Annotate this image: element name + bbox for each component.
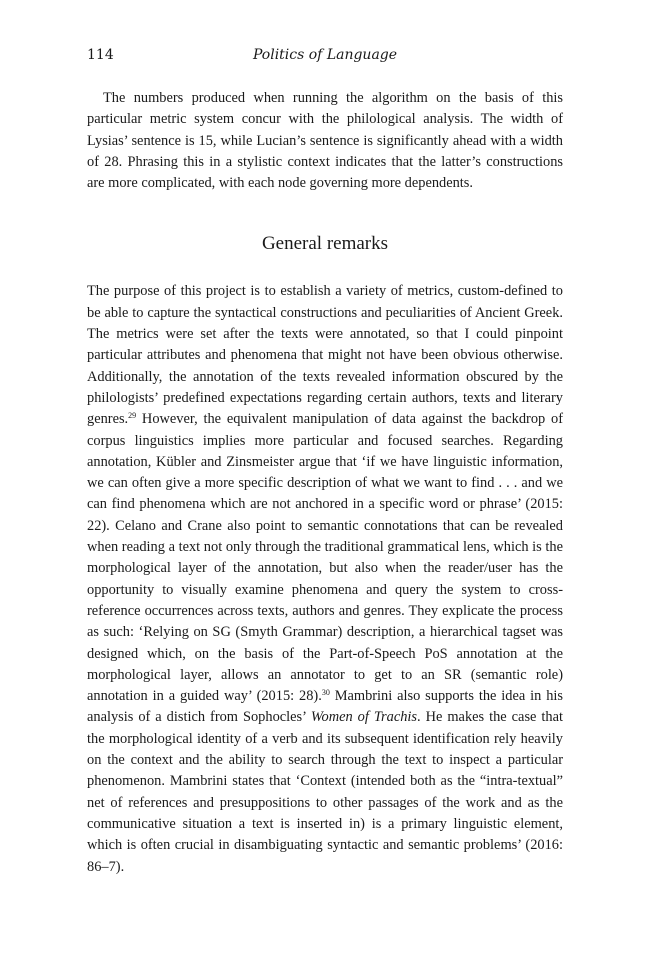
footnote-ref-29[interactable]: 29 <box>128 411 137 421</box>
footnote-ref-30[interactable]: 30 <box>321 688 330 698</box>
paragraph-text-4: . He makes the case that the morphological identity of a verb and its subsequent identification rely heavily on the context and the ability to search through the text to inspect a particular phenomenon. Mambrini states that ‘Context (intended both as the “intra-textual” net of references and presuppositions to other passages of the work and as the communicative situation a text is inserted in) is a primary linguistic element, which is often crucial in disambiguating syntactic and semantic problems’ (2016: 86–7). <box>87 709 563 875</box>
paragraph-text-3: Mambrini also supports the idea in his analysis of a distich from Sophocles’ <box>87 688 563 726</box>
section-heading: General remarks <box>261 233 389 255</box>
running-head <box>87 45 563 65</box>
running-title: Politics of Language <box>252 47 398 63</box>
paragraph-results: The numbers produced when running the algorithm on the basis of this particular metric system concur with the philological analysis. The width of Lysias’ sentence is 15, while Lucian’s sentence is significantly ahead with a width of 28. Phrasing this in a stylistic context indicates that the latter’s constructions are more complicated, with each node governing more dependents. <box>87 90 563 192</box>
body-text <box>87 88 563 878</box>
paragraph-text-1: The purpose of this project is to establish a variety of metrics, custom-defined to be able to capture the syntactical constructions and peculiarities of Ancient Greek. The metrics were set after the texts were annotated, so that I could pinpoint particular attributes and phenomena that might not have been obvious otherwise. Additionally, the annotation of the texts revealed information obscured by the philologists’ predefined expectations regarding certain authors, texts and literary genres. <box>87 283 563 428</box>
paragraph-text-2: However, the equivalent manipulation of data against the backdrop of corpus linguistics implies more particular and focused searches. Regarding annotation, Kübler and Zinsmeister argue that ‘if we have linguistic information, we can often give a more specific description of what we want to find . . . and we can find phenomena which are not anchored in a specific word or phrase’ (2015: 22). Celano and Crane also point to semantic connotations that can be revealed when reading a text not only through the traditional grammatical lens, which is the morphological layer of the annotation, but also when the reader/user has the opportunity to visually examine phenomena and query the system to cross-reference occurrences across texts, authors and genres. They explicate the process as such: ‘Relying on SG (Smyth Grammar) description, a hierarchical tagset was designed which, on the basis of the Part-of-Speech PoS annotation at the morphological layer, allows an annotator to get to an SR (semantic role) annotation in a guided way’ (2015: 28). <box>87 411 563 705</box>
paragraph-general-remarks <box>87 281 563 877</box>
work-title-italic: Women of Trachis <box>310 709 418 726</box>
page-number: 114 <box>87 47 114 63</box>
